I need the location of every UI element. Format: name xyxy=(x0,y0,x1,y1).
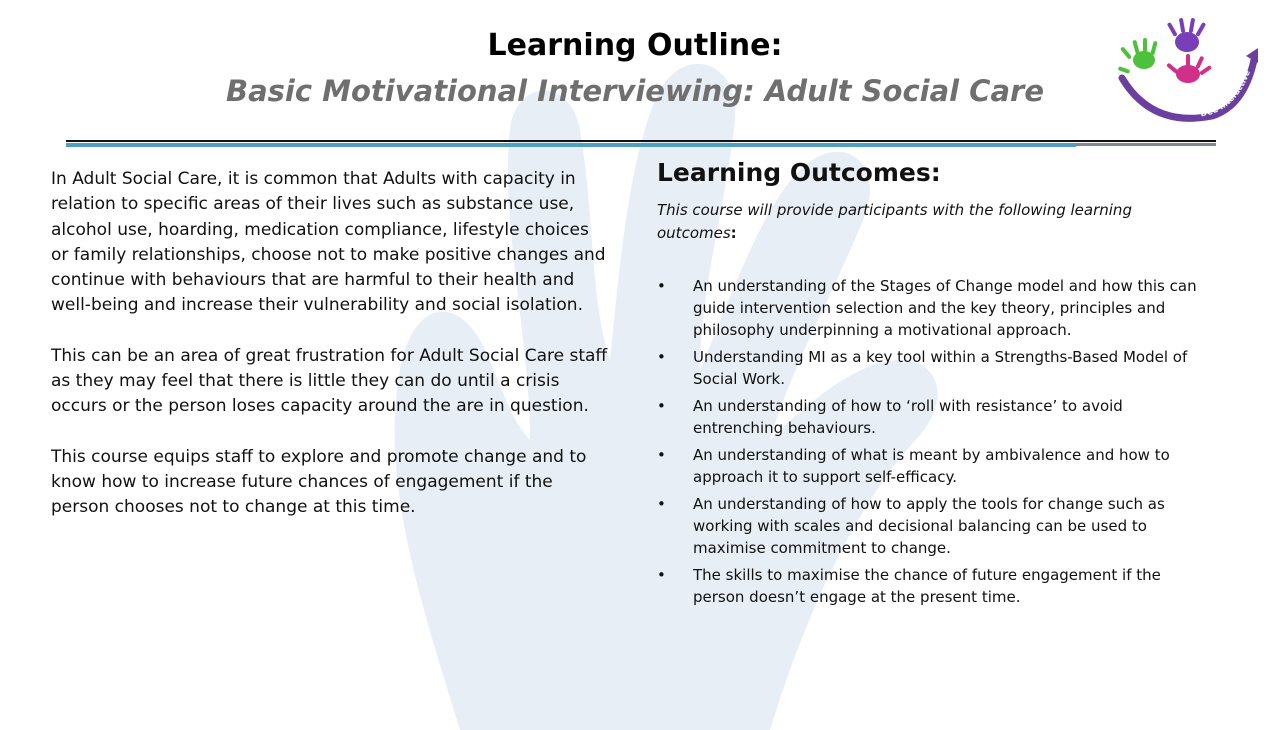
outcome-text: An understanding of how to ‘roll with resistance’ to avoid entrenching behaviours. xyxy=(693,397,1123,437)
outcomes-intro-colon: : xyxy=(730,224,737,242)
bullet-icon: • xyxy=(657,446,666,464)
description-paragraph: This course equips staff to explore and promote change and to know how to increase future chances of engagement if the person chooses not to change at this time. xyxy=(51,446,587,518)
outcomes-intro-text: This course will provide participants with the following learning outcomes xyxy=(657,201,1132,242)
header-divider xyxy=(66,140,1218,152)
magenta-hand-icon xyxy=(1166,54,1212,83)
green-hand-icon xyxy=(1118,38,1158,74)
outcome-item xyxy=(657,493,1203,559)
bullet-icon: • xyxy=(657,277,666,295)
outcome-item xyxy=(657,564,1203,608)
course-description xyxy=(51,167,611,546)
learning-outcomes-section xyxy=(657,158,1217,613)
outcome-item xyxy=(657,346,1203,390)
bullet-icon: • xyxy=(657,348,666,366)
outcome-text: An understanding of the Stages of Change model and how this can guide intervention selection and the key theory, principles and philosophy underpinning a motivational approach. xyxy=(693,277,1197,339)
outcome-item xyxy=(657,395,1203,439)
outcomes-intro xyxy=(657,199,1177,245)
outcome-text: An understanding of how to apply the tools for change such as working with scales and decisional balancing can be used to maximise commitment to change. xyxy=(693,495,1165,557)
bullet-icon: • xyxy=(657,397,666,415)
outcome-text: An understanding of what is meant by ambivalence and how to approach it to support self-efficacy. xyxy=(693,446,1170,486)
page-subtitle: Basic Motivational Interviewing: Adult Social Care xyxy=(225,74,1045,108)
description-paragraph: In Adult Social Care, it is common that Adults with capacity in relation to specific areas of their lives such as substance use, alcohol use, hoarding, medication compliance, lifestyle choices or family relationships, choose not to make positive changes and continue with behaviours that are harmful to their health and well-being and increase their vulnerability and social isolation. xyxy=(51,169,606,316)
outcome-item xyxy=(657,444,1203,488)
bullet-icon: • xyxy=(657,566,666,584)
learning-outcomes-heading: Learning Outcomes: xyxy=(657,158,941,187)
outcome-text: The skills to maximise the chance of future engagement if the person doesn’t engage at the present time. xyxy=(693,566,1161,606)
description-paragraph: This can be an area of great frustration for Adult Social Care staff as they may feel that there is little they can do until a crisis occurs or the person loses capacity around the are in question. xyxy=(51,345,608,417)
outcome-item xyxy=(657,275,1203,341)
bullet-icon: • xyxy=(657,495,666,513)
outcome-text: Understanding MI as a key tool within a Strengths-Based Model of Social Work. xyxy=(693,348,1188,388)
logo-text: DCC Interactive xyxy=(1199,68,1253,119)
dcc-interactive-logo xyxy=(1112,16,1258,126)
outcomes-list xyxy=(657,275,1217,608)
purple-hand-icon xyxy=(1167,18,1206,52)
page-title: Learning Outline: xyxy=(487,28,783,63)
